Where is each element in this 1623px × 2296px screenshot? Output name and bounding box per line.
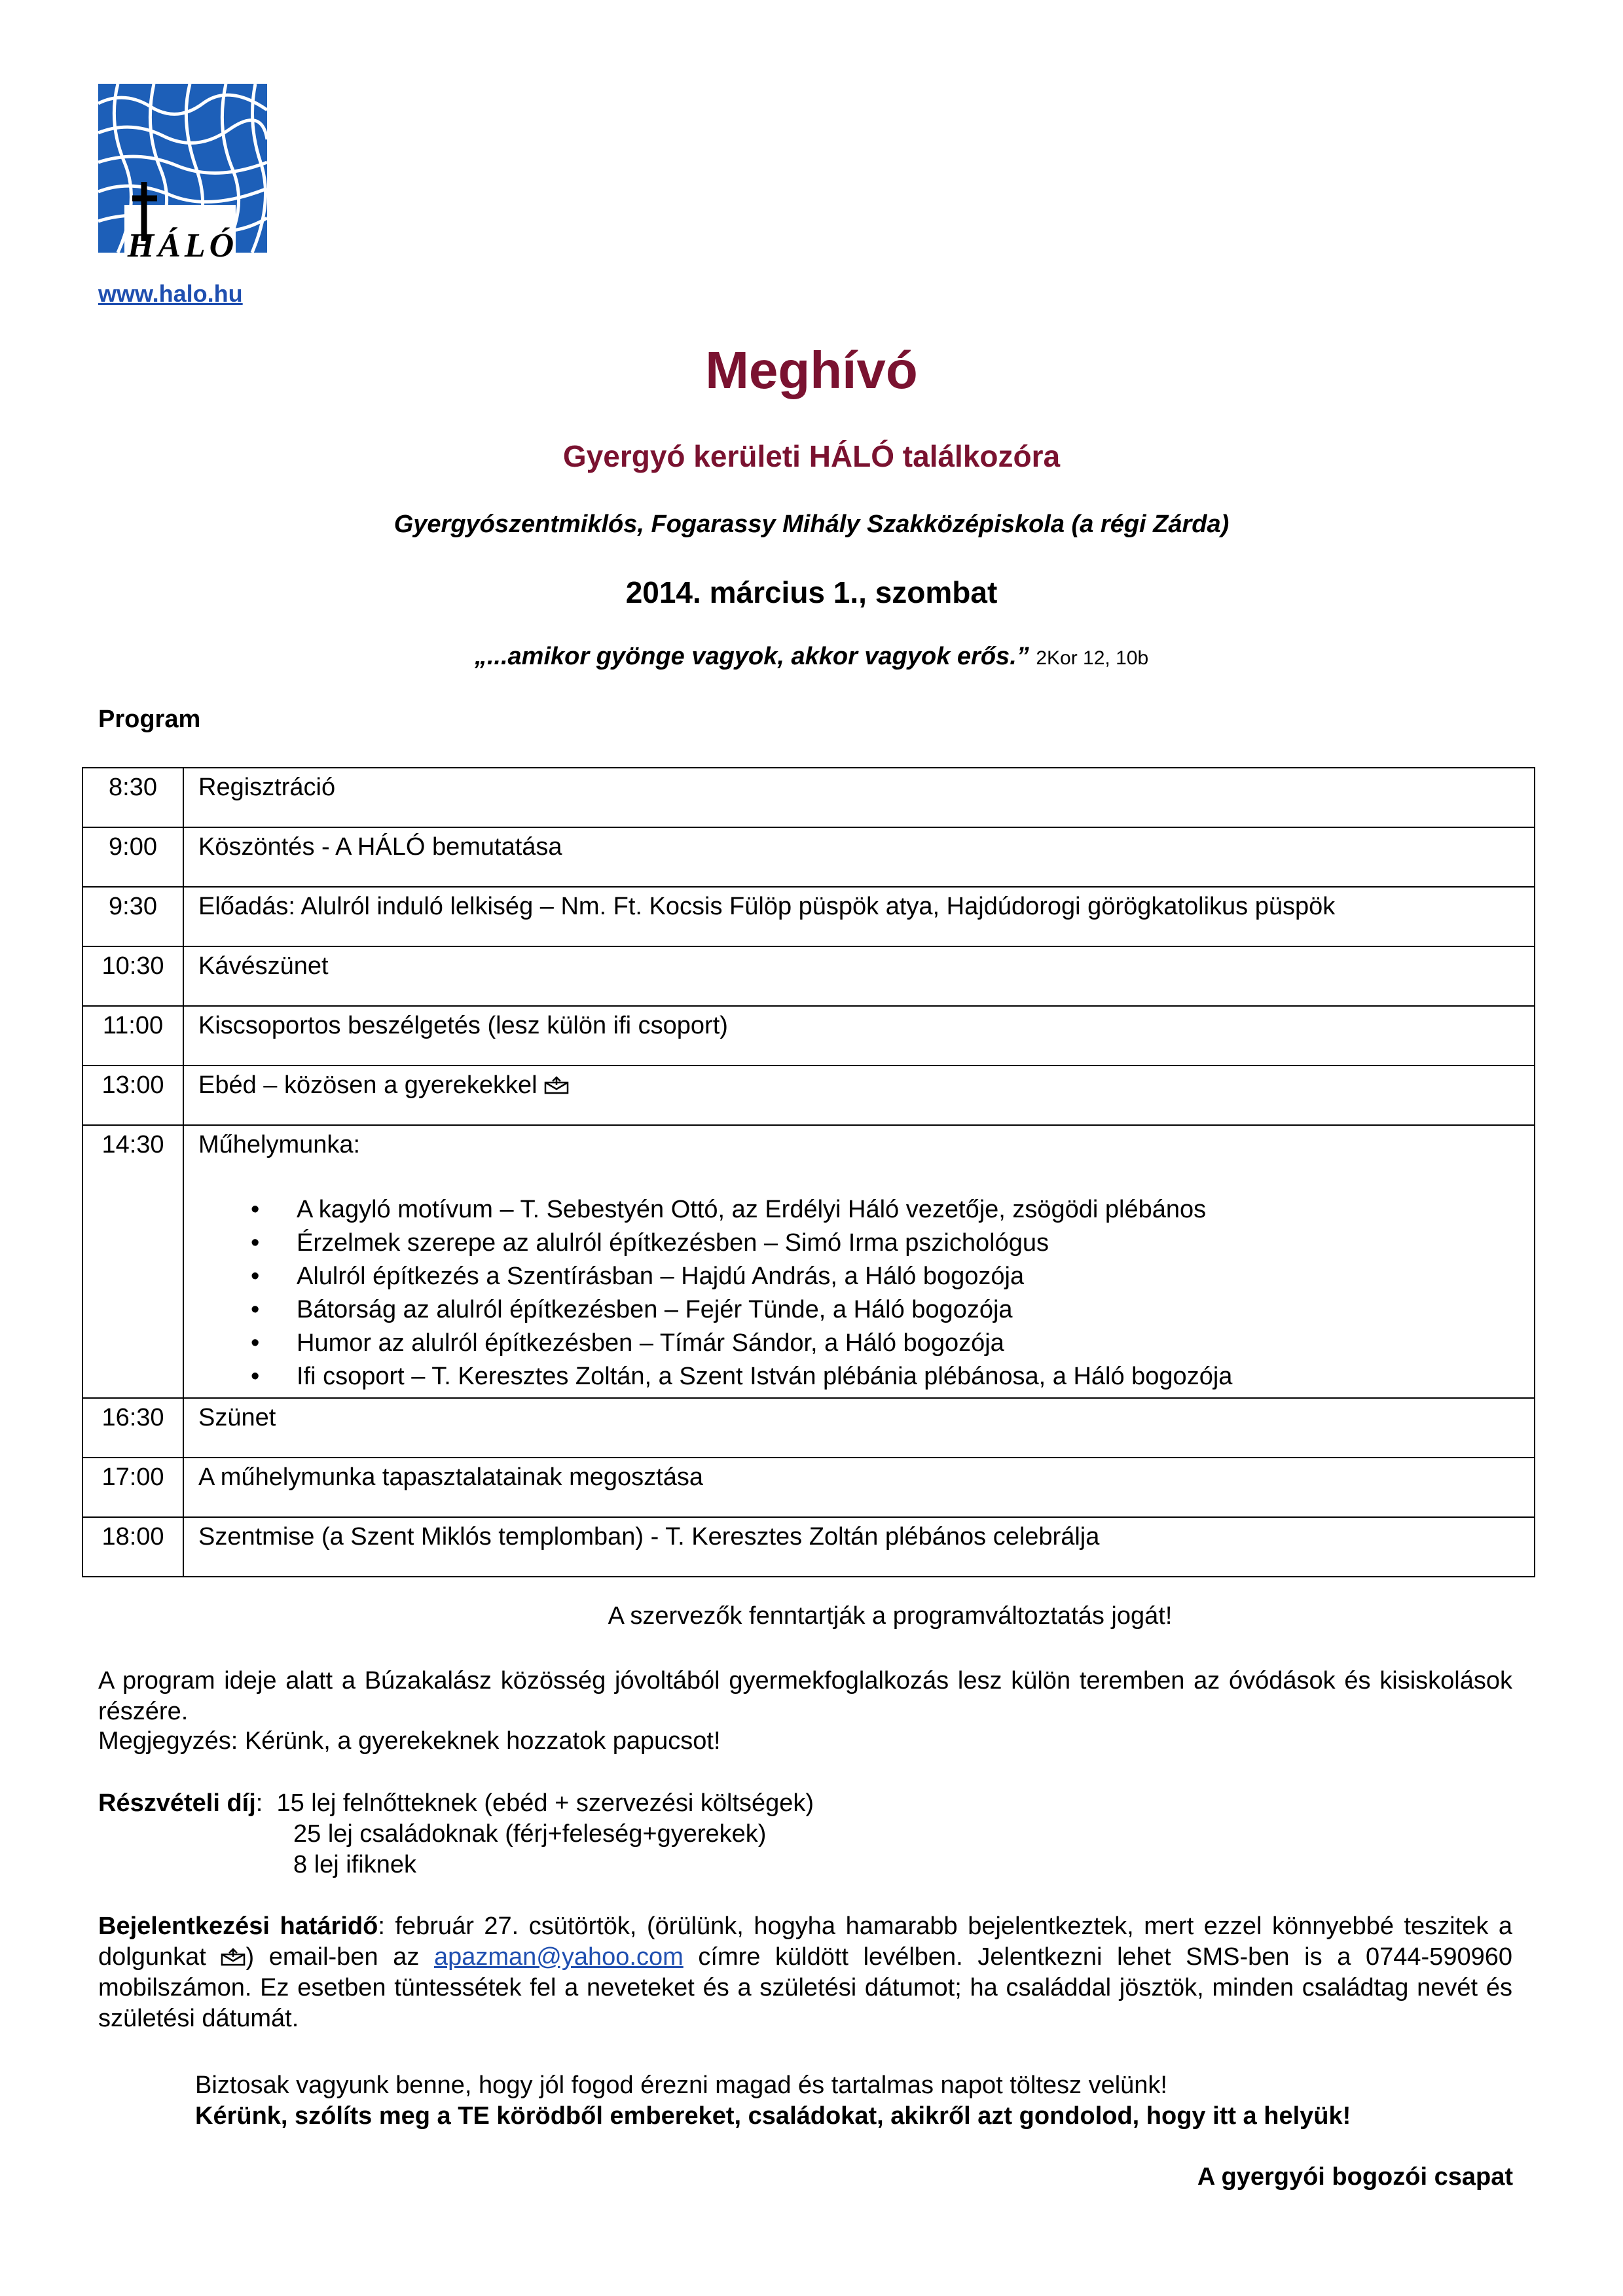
activity-text: Műhelymunka: [198,1131,361,1158]
workshop-list [198,1193,1534,1393]
deadline-text: : február 27. csütörtök, (örülünk, hogyha hamarabb bejelentkeztek, mert ezzel könnyebbé teszitek a dolgunkat [98,1912,1512,1971]
fee-section: Részvételi díj: 15 lej felnőtteknek (ebéd + szervezési költségek) 25 lej családoknak (férj+feleség+gyerekek) 8 lej ifiknek [98,1788,1512,1880]
time-cell: 8:30 [82,768,183,827]
activity-cell: Regisztráció [183,768,1535,827]
time-cell: 17:00 [82,1458,183,1517]
activity-cell: Köszöntés - A HÁLÓ bemutatása [183,827,1535,887]
closing-call-to-action: Kérünk, szólíts meg a TE körödből embereket, családokat, akikről azt gondolod, hogy itt a helyük! [195,2102,1351,2130]
envelope-icon [221,1948,246,1966]
halo-logo [98,84,267,274]
motto-reference: 2Kor 12, 10b [1036,647,1149,669]
schedule-table [82,767,1535,1577]
deadline-paragraph [98,1911,1512,2034]
remark-paragraph: Megjegyzés: Kérünk, a gyerekeknek hozzatok papucsot! [98,1727,721,1755]
time-cell: 9:30 [82,887,183,946]
event-subtitle: Gyergyó kerületi HÁLÓ találkozóra [562,439,1061,473]
activity-cell: Kávészünet [183,946,1535,1006]
time-cell: 18:00 [82,1517,183,1577]
table-row [82,1006,1535,1066]
deadline-text: címre küldött levélben. Jelentkezni lehet SMS-ben is a 0744-590960 mobilszámon. Ez esetben tüntessétek fel a neveteket és a születési dátumot; ha családdal jösztök, minden családtag nevét és születési dátumát. [98,1943,1512,2032]
venue: Gyergyószentmiklós, Fogarassy Mihály Szakközépiskola (a régi Zárda) [393,511,1230,538]
list-item: • Érzelmek szerepe az alulról építkezésben – Simó Irma pszichológus [297,1227,1534,1260]
time-cell: 13:00 [82,1066,183,1125]
table-row [82,1066,1535,1125]
list-item: • Bátorság az alulról építkezésben – Fejér Tünde, a Háló bogozója [297,1293,1534,1327]
list-item: • A kagyló motívum – T. Sebestyén Ottó, az Erdélyi Háló vezetője, zsögödi plébános [297,1193,1534,1227]
deadline-text: ) email-ben az [246,1943,434,1971]
website-link[interactable]: www.halo.hu [98,280,243,307]
signature: A gyergyói bogozói csapat [1197,2163,1513,2191]
table-row [82,1458,1535,1517]
time-cell: 10:30 [82,946,183,1006]
event-date: 2014. március 1., szombat [625,575,998,609]
motto [0,643,1623,671]
motto-quote: „...amikor gyönge vagyok, akkor vagyok erős.” [474,643,1029,670]
time-cell: 16:30 [82,1398,183,1458]
closing-line: Biztosak vagyunk benne, hogy jól fogod érezni magad és tartalmas napot töltesz velünk! [195,2072,1167,2099]
activity-cell: Szentmise (a Szent Miklós templomban) - T. Keresztes Zoltán plébános celebrálja [183,1517,1535,1577]
email-link[interactable]: apazman@yahoo.com [433,1943,684,1971]
childcare-paragraph: A program ideje alatt a Búzakalász közösség jóvoltából gyermekfoglalkozás lesz külön teremben az óvódások és kisiskolások részére. [98,1667,1512,1725]
table-row [82,1398,1535,1458]
program-heading: Program [98,706,201,733]
deadline-label: Bejelentkezési határidő [98,1912,378,1940]
table-row [82,887,1535,946]
activity-cell: A műhelymunka tapasztalatainak megosztása [183,1458,1535,1517]
logo-text: HÁLÓ [127,227,238,264]
list-item: • Ifi csoport – T. Keresztes Zoltán, a Szent István plébánia plébánosa, a Háló bogozója [297,1360,1534,1393]
table-row [82,1125,1535,1398]
activity-cell: Kiscsoportos beszélgetés (lesz külön ifi csoport) [183,1006,1535,1066]
fee-line: 8 lej ifiknek [293,1851,416,1878]
list-item: • Alulról építkezés a Szentírásban – Hajdú András, a Háló bogozója [297,1260,1534,1293]
activity-cell: Előadás: Alulról induló lelkiség – Nm. Ft. Kocsis Fülöp püspök atya, Hajdúdorogi görögkatolikus püspök [183,887,1535,946]
page-title: Meghívó [705,341,918,399]
activity-cell [183,1066,1535,1125]
fee-line: 15 lej felnőtteknek (ebéd + szervezési költségek) [276,1789,814,1817]
time-cell: 14:30 [82,1125,183,1398]
time-cell: 11:00 [82,1006,183,1066]
fee-line: 25 lej családoknak (férj+feleség+gyerekek) [293,1820,767,1848]
organizers-note: A szervezők fenntartják a programváltoztatás jogát! [608,1602,1173,1630]
activity-cell [183,1125,1535,1398]
activity-text: Ebéd – közösen a gyerekekkel [198,1071,538,1099]
table-row [82,946,1535,1006]
table-row [82,827,1535,887]
envelope-icon [544,1076,569,1094]
table-row [82,1517,1535,1577]
table-row [82,768,1535,827]
activity-cell: Szünet [183,1398,1535,1458]
time-cell: 9:00 [82,827,183,887]
list-item: • Humor az alulról építkezésben – Tímár Sándor, a Háló bogozója [297,1327,1534,1360]
fee-label: Részvételi díj [98,1789,256,1817]
closing-section [195,2070,1351,2132]
